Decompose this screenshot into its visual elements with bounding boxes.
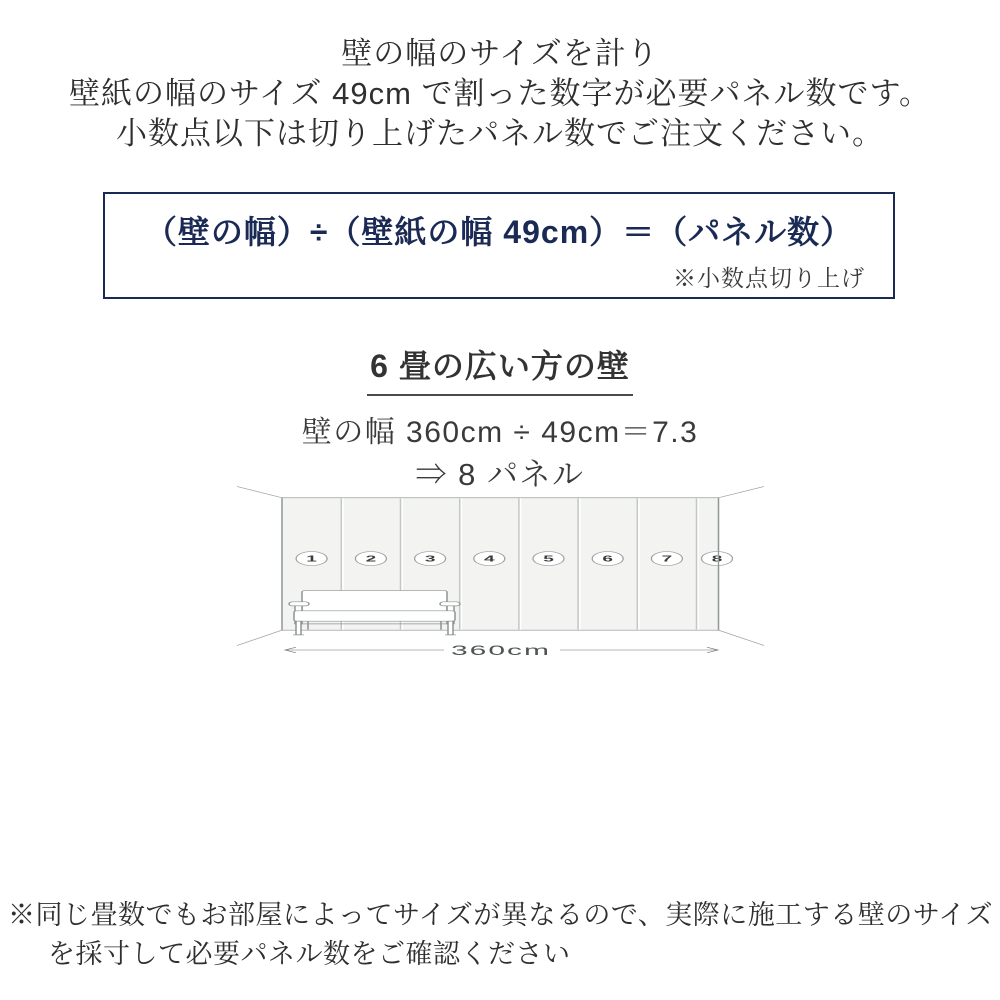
- panel-number-5: [533, 552, 564, 566]
- panel-number-6: [592, 552, 623, 566]
- intro-line-2: 壁紙の幅のサイズ 49cm で割った数字が必要パネル数です。: [68, 76, 932, 111]
- panel-number-4: [474, 552, 505, 566]
- svg-text:6: 6: [602, 554, 613, 565]
- svg-text:5: 5: [543, 554, 554, 565]
- footnote-line-2: を採寸して必要パネル数をご確認ください: [48, 939, 571, 969]
- perspective-line-bottom-right: [719, 630, 765, 645]
- sofa-front-leg-left: [296, 621, 301, 635]
- panel-number-2: [355, 552, 386, 566]
- footnote: [8, 896, 994, 974]
- intro-line-1: 壁の幅のサイズを計り: [341, 36, 659, 71]
- perspective-line-top-left: [237, 487, 282, 498]
- svg-text:8: 8: [711, 554, 723, 565]
- example-heading-text: 6 畳の広い方の壁: [367, 341, 633, 396]
- svg-text:4: 4: [484, 554, 495, 565]
- panel-number-8: [702, 552, 733, 566]
- intro-line-3: 小数点以下は切り上げたパネル数でご注文ください。: [116, 116, 884, 151]
- sofa-seat: [294, 611, 455, 621]
- svg-text:2: 2: [365, 554, 377, 565]
- sofa-armrest-right: [440, 602, 460, 606]
- sofa-backrest: [302, 591, 447, 613]
- svg-text:3: 3: [424, 554, 436, 565]
- formula-box: [103, 192, 895, 299]
- sofa-armrest-left: [289, 602, 309, 606]
- panel-number-7: [651, 552, 682, 566]
- example-heading: [0, 341, 1000, 396]
- wall-diagram: [210, 482, 790, 877]
- footnote-line-1: ※同じ畳数でもお部屋によってサイズが異なるので、実際に施工する壁のサイズ: [8, 900, 994, 930]
- panel-number-1: [296, 552, 327, 566]
- panel-number-3: [415, 552, 446, 566]
- example-result: ⇒ 8 パネル: [415, 457, 585, 492]
- svg-text:1: 1: [306, 554, 317, 565]
- perspective-line-bottom-left: [237, 630, 282, 645]
- formula-text: （壁の幅）÷（壁紙の幅 49cm）＝（パネル数）: [144, 214, 854, 250]
- perspective-line-top-right: [719, 487, 765, 498]
- dimension-label: 360cm: [451, 642, 551, 658]
- formula-note: ※小数点切り上げ: [673, 265, 865, 291]
- svg-text:7: 7: [661, 554, 673, 565]
- intro-text: [0, 34, 1000, 154]
- example-calculation: 壁の幅 360cm ÷ 49cm＝7.3: [301, 416, 699, 449]
- sofa-front-leg-right: [448, 621, 453, 635]
